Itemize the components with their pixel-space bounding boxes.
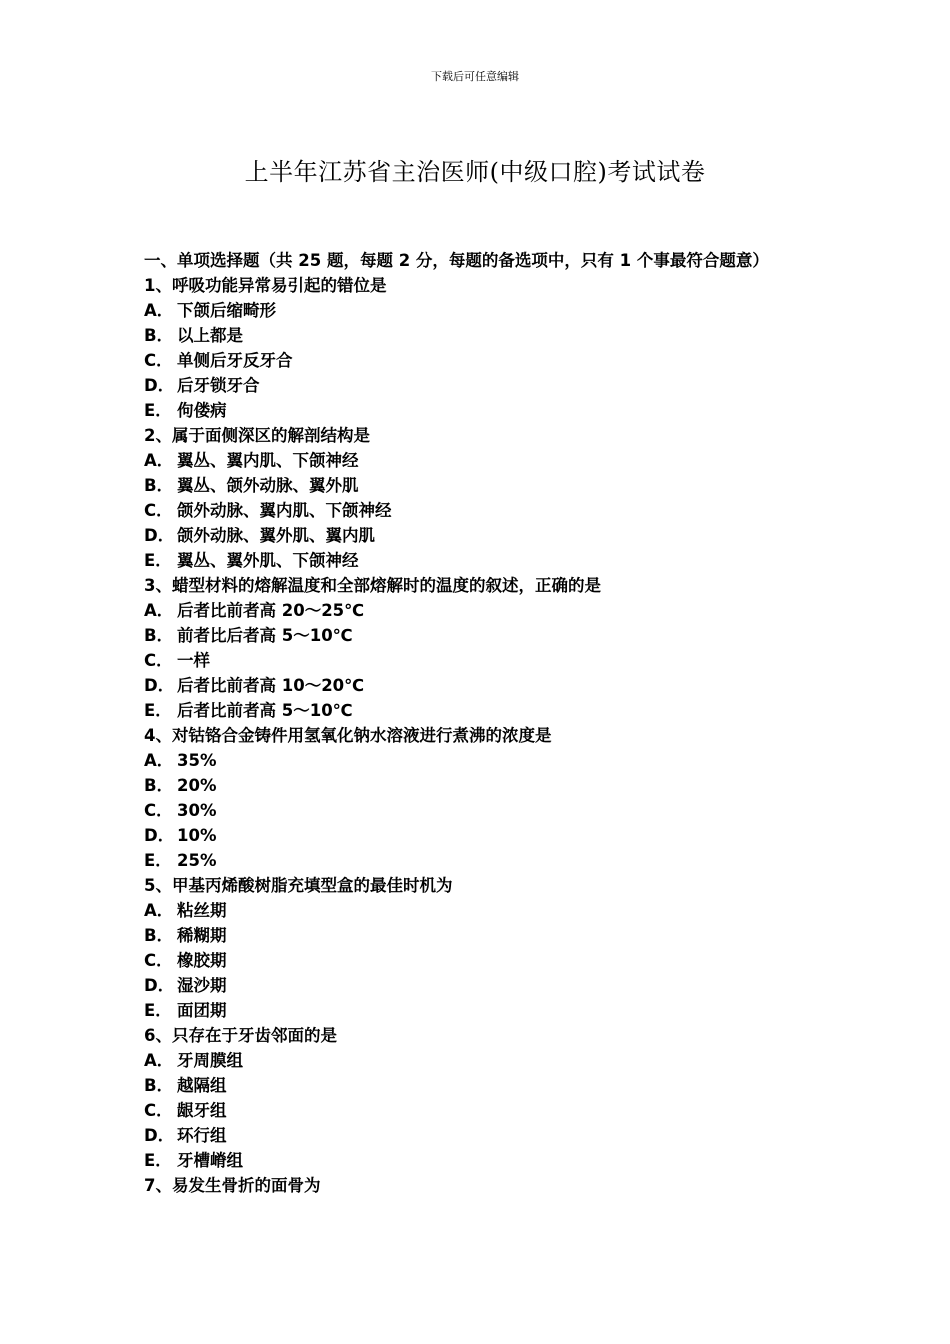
option-text: 下颌后缩畸形 [177,301,276,320]
answer-option [144,848,814,873]
option-text: 35% [177,751,217,770]
answer-option [144,598,814,623]
question-stem: 3、蜡型材料的熔解温度和全部熔解时的温度的叙述，正确的是 [144,576,601,595]
option-label: D． [144,976,175,995]
option-label: E． [144,851,172,870]
option-text: 龈牙组 [177,1101,227,1120]
answer-option [144,798,814,823]
answer-option [144,448,814,473]
exam-content [144,248,814,1198]
section-heading: 一、单项选择题（共 25 题，每题 2 分，每题的备选项中，只有 1 个事最符合题意） [144,251,769,270]
option-label: E． [144,401,172,420]
option-text: 湿沙期 [177,976,227,995]
question-stem: 5、甲基丙烯酸树脂充填型盒的最佳时机为 [144,876,453,895]
answer-option [144,623,814,648]
option-text: 后者比前者高 10～20℃ [177,676,365,695]
answer-option [144,373,814,398]
option-label: B． [144,476,174,495]
option-text: 橡胶期 [177,951,227,970]
answer-option [144,673,814,698]
option-label: D． [144,1126,175,1145]
option-label: C． [144,801,173,820]
answer-option [144,998,814,1023]
answer-option [144,1098,814,1123]
answer-option [144,498,814,523]
option-label: B． [144,1076,174,1095]
answer-option [144,348,814,373]
option-text: 一样 [177,651,210,670]
answer-option [144,1148,814,1173]
question-stem: 4、对钴铬合金铸件用氢氧化钠水溶液进行煮沸的浓度是 [144,726,552,745]
answer-option [144,1048,814,1073]
option-text: 佝偻病 [177,401,227,420]
option-label: E． [144,551,172,570]
option-label: A． [144,601,174,620]
document-title: 上半年江苏省主治医师(中级口腔)考试试卷 [244,158,706,186]
option-text: 以上都是 [177,326,243,345]
option-label: E． [144,1151,172,1170]
option-label: C． [144,951,173,970]
option-text: 颌外动脉、翼内肌、下颌神经 [177,501,392,520]
answer-option [144,923,814,948]
answer-option [144,1073,814,1098]
answer-option [144,548,814,573]
answer-option [144,973,814,998]
option-label: C． [144,1101,173,1120]
option-text: 30% [177,801,217,820]
option-text: 越隔组 [177,1076,227,1095]
option-label: B． [144,626,174,645]
option-text: 翼丛、颌外动脉、翼外肌 [177,476,359,495]
option-label: E． [144,1001,172,1020]
option-label: A． [144,1051,174,1070]
question-stem: 7、易发生骨折的面骨为 [144,1176,321,1195]
question-stem: 2、属于面侧深区的解剖结构是 [144,426,370,445]
option-text: 前者比后者高 5～10℃ [177,626,353,645]
answer-option [144,323,814,348]
option-label: B． [144,326,174,345]
option-text: 20% [177,776,217,795]
answer-option [144,473,814,498]
question-stem: 6、只存在于牙齿邻面的是 [144,1026,337,1045]
option-label: E． [144,701,172,720]
option-text: 25% [177,851,217,870]
answer-option [144,748,814,773]
answer-option [144,298,814,323]
option-text: 单侧后牙反牙合 [177,351,293,370]
option-text: 后者比前者高 5～10℃ [177,701,353,720]
option-label: B． [144,776,174,795]
question-stem: 1、呼吸功能异常易引起的错位是 [144,276,387,295]
answer-option [144,648,814,673]
option-text: 面团期 [177,1001,227,1020]
option-label: A． [144,301,174,320]
option-label: C． [144,501,173,520]
answer-option [144,823,814,848]
option-label: D． [144,526,175,545]
option-label: C． [144,651,173,670]
option-text: 后牙锁牙合 [177,376,260,395]
option-label: A． [144,451,174,470]
question-list [144,273,814,1198]
option-label: A． [144,751,174,770]
option-label: B． [144,926,174,945]
answer-option [144,773,814,798]
option-text: 牙周膜组 [177,1051,243,1070]
option-label: D． [144,376,175,395]
option-text: 颌外动脉、翼外肌、翼内肌 [177,526,375,545]
option-text: 粘丝期 [177,901,227,920]
option-label: D． [144,676,175,695]
option-text: 10% [177,826,217,845]
option-text: 牙槽嵴组 [177,1151,243,1170]
option-text: 环行组 [177,1126,227,1145]
option-label: A． [144,901,174,920]
answer-option [144,898,814,923]
answer-option [144,1123,814,1148]
header-note: 下载后可任意编辑 [431,70,519,83]
option-text: 后者比前者高 20～25℃ [177,601,365,620]
option-text: 翼丛、翼外肌、下颌神经 [177,551,359,570]
answer-option [144,523,814,548]
answer-option [144,698,814,723]
answer-option [144,948,814,973]
option-label: C． [144,351,173,370]
option-label: D． [144,826,175,845]
answer-option [144,398,814,423]
option-text: 稀糊期 [177,926,227,945]
option-text: 翼丛、翼内肌、下颌神经 [177,451,359,470]
